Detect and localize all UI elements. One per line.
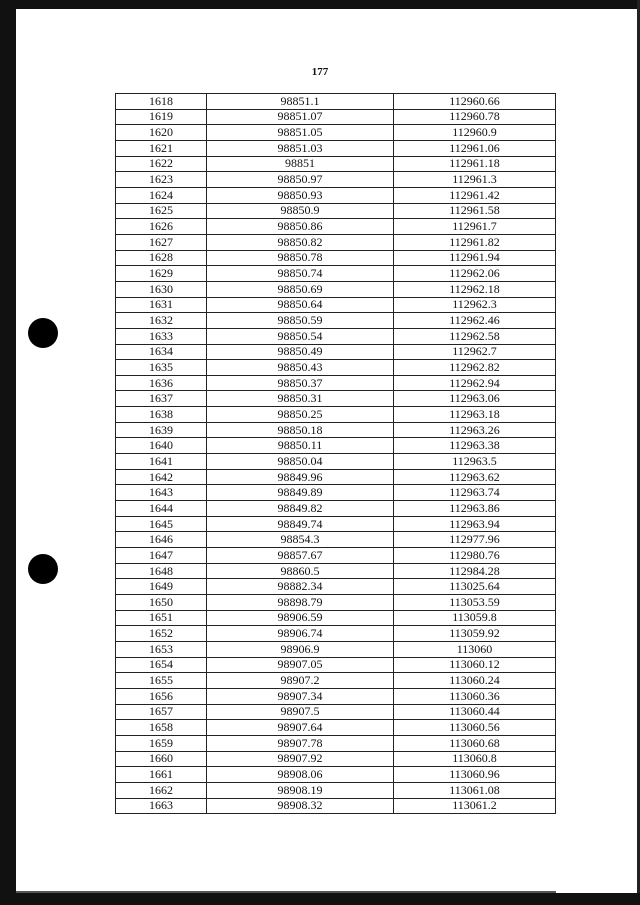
cell-x: 98907.92 xyxy=(207,751,394,767)
cell-y: 113060.68 xyxy=(394,735,556,751)
cell-id: 1648 xyxy=(116,563,207,579)
scan-border-bottom xyxy=(16,893,640,905)
cell-id: 1618 xyxy=(116,94,207,110)
cell-y: 112962.46 xyxy=(394,313,556,329)
cell-x: 98850.25 xyxy=(207,407,394,423)
cell-id: 1637 xyxy=(116,391,207,407)
cell-id: 1663 xyxy=(116,798,207,814)
cell-x: 98898.79 xyxy=(207,595,394,611)
cell-x: 98907.5 xyxy=(207,704,394,720)
table-row xyxy=(116,281,556,297)
cell-id: 1638 xyxy=(116,407,207,423)
cell-y: 113059.92 xyxy=(394,626,556,642)
cell-id: 1629 xyxy=(116,266,207,282)
table-row xyxy=(116,501,556,517)
cell-x: 98850.97 xyxy=(207,172,394,188)
cell-y: 112963.74 xyxy=(394,485,556,501)
cell-y: 112984.28 xyxy=(394,563,556,579)
table-row xyxy=(116,579,556,595)
table-row xyxy=(116,704,556,720)
cell-id: 1619 xyxy=(116,109,207,125)
cell-id: 1622 xyxy=(116,156,207,172)
cell-id: 1655 xyxy=(116,673,207,689)
cell-id: 1628 xyxy=(116,250,207,266)
cell-y: 112961.06 xyxy=(394,140,556,156)
cell-x: 98850.74 xyxy=(207,266,394,282)
cell-y: 113060.56 xyxy=(394,720,556,736)
cell-y: 112961.82 xyxy=(394,234,556,250)
cell-y: 112962.58 xyxy=(394,328,556,344)
cell-y: 112962.94 xyxy=(394,375,556,391)
table-row xyxy=(116,391,556,407)
cell-id: 1650 xyxy=(116,595,207,611)
table-row xyxy=(116,360,556,376)
cell-x: 98850.86 xyxy=(207,219,394,235)
cell-x: 98857.67 xyxy=(207,548,394,564)
cell-x: 98860.5 xyxy=(207,563,394,579)
cell-x: 98851.1 xyxy=(207,94,394,110)
cell-y: 112963.26 xyxy=(394,422,556,438)
table-row xyxy=(116,735,556,751)
cell-id: 1652 xyxy=(116,626,207,642)
table-row xyxy=(116,548,556,564)
cell-id: 1662 xyxy=(116,782,207,798)
scan-border-left xyxy=(0,0,16,905)
table-row xyxy=(116,156,556,172)
cell-y: 112960.66 xyxy=(394,94,556,110)
cell-id: 1656 xyxy=(116,688,207,704)
page-number: 177 xyxy=(311,66,329,78)
coordinate-table xyxy=(115,93,556,814)
table-row xyxy=(116,187,556,203)
cell-x: 98850.69 xyxy=(207,281,394,297)
cell-id: 1658 xyxy=(116,720,207,736)
cell-id: 1621 xyxy=(116,140,207,156)
cell-y: 113060.44 xyxy=(394,704,556,720)
cell-x: 98907.78 xyxy=(207,735,394,751)
table-row xyxy=(116,140,556,156)
cell-id: 1630 xyxy=(116,281,207,297)
table-row xyxy=(116,219,556,235)
table-row xyxy=(116,172,556,188)
table-row xyxy=(116,751,556,767)
cell-id: 1641 xyxy=(116,454,207,470)
cell-y: 113060 xyxy=(394,641,556,657)
cell-y: 112962.82 xyxy=(394,360,556,376)
cell-x: 98908.19 xyxy=(207,782,394,798)
cell-y: 112961.58 xyxy=(394,203,556,219)
cell-id: 1646 xyxy=(116,532,207,548)
table-row xyxy=(116,125,556,141)
cell-id: 1645 xyxy=(116,516,207,532)
cell-id: 1636 xyxy=(116,375,207,391)
cell-y: 113059.8 xyxy=(394,610,556,626)
cell-id: 1647 xyxy=(116,548,207,564)
cell-x: 98907.05 xyxy=(207,657,394,673)
cell-y: 112962.06 xyxy=(394,266,556,282)
cell-y: 112963.62 xyxy=(394,469,556,485)
cell-y: 112962.18 xyxy=(394,281,556,297)
table-row xyxy=(116,485,556,501)
cell-y: 113060.8 xyxy=(394,751,556,767)
cell-y: 112977.96 xyxy=(394,532,556,548)
cell-x: 98906.74 xyxy=(207,626,394,642)
table-row xyxy=(116,203,556,219)
table-row xyxy=(116,109,556,125)
table-row xyxy=(116,375,556,391)
table-row xyxy=(116,798,556,814)
table-row xyxy=(116,297,556,313)
cell-id: 1624 xyxy=(116,187,207,203)
cell-x: 98850.31 xyxy=(207,391,394,407)
cell-x: 98850.82 xyxy=(207,234,394,250)
table-row xyxy=(116,610,556,626)
cell-x: 98850.78 xyxy=(207,250,394,266)
cell-id: 1625 xyxy=(116,203,207,219)
cell-y: 112963.38 xyxy=(394,438,556,454)
cell-y: 112963.18 xyxy=(394,407,556,423)
cell-x: 98851.05 xyxy=(207,125,394,141)
cell-y: 112963.06 xyxy=(394,391,556,407)
cell-id: 1627 xyxy=(116,234,207,250)
cell-x: 98849.96 xyxy=(207,469,394,485)
cell-x: 98850.18 xyxy=(207,422,394,438)
cell-x: 98850.37 xyxy=(207,375,394,391)
table-row xyxy=(116,641,556,657)
cell-y: 112961.42 xyxy=(394,187,556,203)
cell-x: 98850.43 xyxy=(207,360,394,376)
cell-y: 112961.18 xyxy=(394,156,556,172)
cell-y: 112960.9 xyxy=(394,125,556,141)
table-row xyxy=(116,266,556,282)
table-row xyxy=(116,438,556,454)
cell-x: 98851.03 xyxy=(207,140,394,156)
cell-y: 113025.64 xyxy=(394,579,556,595)
table-row xyxy=(116,532,556,548)
cell-id: 1661 xyxy=(116,767,207,783)
table-row xyxy=(116,626,556,642)
table-row xyxy=(116,328,556,344)
cell-y: 112961.7 xyxy=(394,219,556,235)
table-row xyxy=(116,422,556,438)
cell-id: 1632 xyxy=(116,313,207,329)
cell-y: 112963.94 xyxy=(394,516,556,532)
cell-id: 1643 xyxy=(116,485,207,501)
cell-y: 112963.5 xyxy=(394,454,556,470)
cell-x: 98906.9 xyxy=(207,641,394,657)
table-row xyxy=(116,234,556,250)
cell-y: 113060.96 xyxy=(394,767,556,783)
table-row xyxy=(116,595,556,611)
table-row xyxy=(116,94,556,110)
cell-id: 1631 xyxy=(116,297,207,313)
cell-x: 98850.9 xyxy=(207,203,394,219)
cell-id: 1651 xyxy=(116,610,207,626)
punch-hole-icon xyxy=(28,554,58,584)
punch-hole-icon xyxy=(28,318,58,348)
cell-y: 112980.76 xyxy=(394,548,556,564)
table-row xyxy=(116,469,556,485)
cell-id: 1653 xyxy=(116,641,207,657)
cell-y: 113060.12 xyxy=(394,657,556,673)
cell-id: 1659 xyxy=(116,735,207,751)
cell-id: 1649 xyxy=(116,579,207,595)
cell-y: 112960.78 xyxy=(394,109,556,125)
cell-id: 1660 xyxy=(116,751,207,767)
table-row xyxy=(116,454,556,470)
cell-id: 1642 xyxy=(116,469,207,485)
cell-x: 98849.89 xyxy=(207,485,394,501)
cell-x: 98849.82 xyxy=(207,501,394,517)
table-row xyxy=(116,688,556,704)
table-row xyxy=(116,782,556,798)
cell-x: 98908.32 xyxy=(207,798,394,814)
table-row xyxy=(116,313,556,329)
cell-id: 1620 xyxy=(116,125,207,141)
cell-x: 98907.2 xyxy=(207,673,394,689)
cell-id: 1633 xyxy=(116,328,207,344)
table-row xyxy=(116,657,556,673)
cell-x: 98906.59 xyxy=(207,610,394,626)
cell-x: 98849.74 xyxy=(207,516,394,532)
cell-x: 98854.3 xyxy=(207,532,394,548)
table-row xyxy=(116,767,556,783)
cell-x: 98882.34 xyxy=(207,579,394,595)
cell-x: 98850.54 xyxy=(207,328,394,344)
cell-id: 1640 xyxy=(116,438,207,454)
cell-x: 98850.11 xyxy=(207,438,394,454)
cell-id: 1623 xyxy=(116,172,207,188)
cell-x: 98908.06 xyxy=(207,767,394,783)
cell-y: 113060.24 xyxy=(394,673,556,689)
cell-id: 1635 xyxy=(116,360,207,376)
cell-id: 1626 xyxy=(116,219,207,235)
cell-id: 1654 xyxy=(116,657,207,673)
scan-border-top xyxy=(0,0,640,9)
cell-y: 113061.08 xyxy=(394,782,556,798)
cell-x: 98850.93 xyxy=(207,187,394,203)
table-row xyxy=(116,407,556,423)
cell-y: 112963.86 xyxy=(394,501,556,517)
cell-id: 1634 xyxy=(116,344,207,360)
cell-y: 113060.36 xyxy=(394,688,556,704)
table-row xyxy=(116,344,556,360)
cell-y: 112961.3 xyxy=(394,172,556,188)
cell-x: 98850.49 xyxy=(207,344,394,360)
table-row xyxy=(116,563,556,579)
cell-id: 1644 xyxy=(116,501,207,517)
cell-x: 98907.34 xyxy=(207,688,394,704)
cell-y: 113053.59 xyxy=(394,595,556,611)
cell-id: 1639 xyxy=(116,422,207,438)
table-row xyxy=(116,673,556,689)
table-row xyxy=(116,250,556,266)
table-body xyxy=(116,94,556,814)
table-row xyxy=(116,516,556,532)
cell-x: 98907.64 xyxy=(207,720,394,736)
cell-y: 112961.94 xyxy=(394,250,556,266)
cell-x: 98850.59 xyxy=(207,313,394,329)
cell-y: 112962.7 xyxy=(394,344,556,360)
cell-y: 112962.3 xyxy=(394,297,556,313)
table-row xyxy=(116,720,556,736)
cell-y: 113061.2 xyxy=(394,798,556,814)
cell-x: 98850.04 xyxy=(207,454,394,470)
cell-x: 98851.07 xyxy=(207,109,394,125)
cell-x: 98850.64 xyxy=(207,297,394,313)
cell-x: 98851 xyxy=(207,156,394,172)
cell-id: 1657 xyxy=(116,704,207,720)
